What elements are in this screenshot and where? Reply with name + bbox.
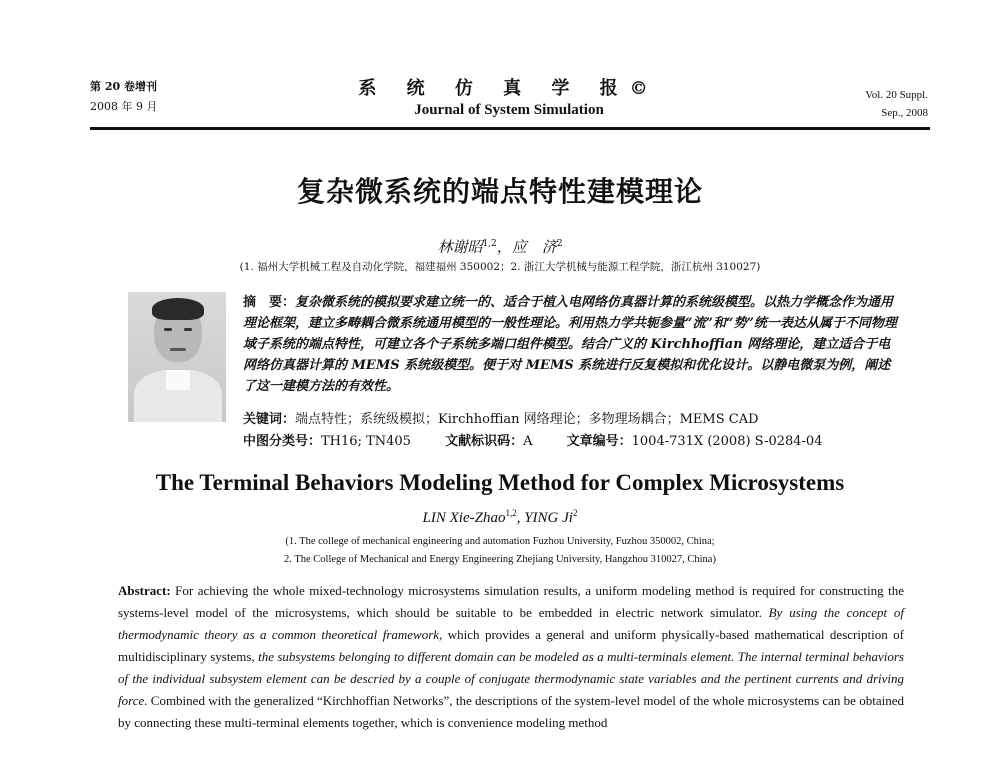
cn-keywords-text: 端点特性；系统级模拟；Kirchhoffian 网络理论；多物理场耦合；MEMS CAD (295, 412, 759, 427)
en-abstract (118, 580, 904, 734)
en-authors (0, 508, 1000, 527)
author-photo (128, 292, 226, 422)
en-affiliation-2: 2. The College of Mechanical and Energy Engineering Zhejiang University, Hangzhou 310027, China) (284, 554, 716, 565)
doc-value: A (523, 434, 533, 449)
en-abstract-p3: Combined with the generalized “Kirchhoffian Networks”, the descriptions of the system-level model of the whole microsystems can be obtained by connecting these multi-terminal elements together, which is convenience modeling method (118, 693, 904, 730)
cn-classification (243, 432, 903, 452)
date-cn: 2008 年 9 月 (90, 100, 158, 113)
en-author-1: LIN Xie-Zhao (422, 510, 506, 526)
volume-en: Vol. 20 Suppl. (865, 89, 928, 101)
journal-name-cn: 系 统 仿 真 学 报© (358, 78, 660, 99)
cn-keywords (243, 410, 903, 430)
cn-abstract (243, 292, 903, 397)
date-en: Sep., 2008 (881, 107, 928, 119)
doc-label: 文献标识码： (445, 434, 524, 449)
journal-header (90, 78, 928, 130)
en-abstract-i1: By using the concept of thermodynamic theory as a common theoretical framework, (118, 605, 904, 642)
cn-title: 复杂微系统的端点特性建模理论 (296, 175, 703, 208)
cn-abstract-label: 摘 要： (243, 295, 296, 310)
en-title: The Terminal Behaviors Modeling Method for Complex Microsystems (155, 470, 845, 495)
cn-keywords-label: 关键词： (243, 412, 296, 427)
en-author-2-sup: 2 (572, 508, 578, 518)
header-right (865, 86, 928, 122)
cn-author-sep: ， (496, 238, 512, 256)
cn-abstract-text: 复杂微系统的模拟要求建立统一的、适合于植入电网络仿真器计算的系统级模型。以热力学概念作为通用理论框架，建立多畴耦合微系统通用模型的一般性理论。利用热力学共轭参量“流”和“势”统一表达从属于不同物理域子系统的端点特性，可建立各个子系统多端口组件模型。结合广义的 Kirchhoffian 网络理论，建立适合于电网络仿真器计算的 MEMS 系统级模型。便于对 MEMS 系统进行反复模拟和优化设计。以静电微泵为例，阐述了这一建模方法的有效性。 (243, 295, 897, 394)
en-abstract-p1: For achieving the whole mixed-technology microsystems simulation results, a uniform modeling method is required for constructing the systems-level model of the microsystems, which should be suitable to be embedded in electric network simulator. (118, 583, 904, 620)
cn-authors (0, 236, 1000, 257)
cn-affiliation: (1. 福州大学机械工程及自动化学院，福建福州 350002；2. 浙江大学机械与能源工程学院，浙江杭州 310027) (239, 261, 761, 273)
en-abstract-i2: the subsystems belonging to different domain can be modeled as a multi-terminals element. The internal terminal behaviors of the individual subsystem element can be descried by a couple of conjugate thermodynamic state variables and the pertinent currents and driving force. (118, 649, 904, 708)
article-value: 1004-731X (2008) S-0284-04 (631, 434, 823, 449)
journal-name-en: Journal of System Simulation (414, 102, 604, 118)
clc-value: TH16; TN405 (321, 434, 411, 449)
cn-author-1-sup: 1,2 (482, 239, 497, 249)
article-label: 文章编号： (566, 434, 632, 449)
clc-label: 中图分类号： (243, 434, 322, 449)
en-author-1-sup: 1,2 (505, 508, 517, 518)
en-abstract-p2: which provides a general and uniform physically-based mathematical description of multidisciplinary systems, (118, 627, 904, 664)
en-abstract-label: Abstract: (118, 583, 171, 598)
en-affiliation-1: (1. The college of mechanical engineering and automation Fuzhou University, Fuzhou 350002, China; (285, 536, 715, 547)
en-author-2: YING Ji (524, 510, 573, 526)
header-center (90, 74, 928, 119)
cn-author-1: 林谢昭 (437, 238, 483, 256)
volume-cn: 第 20 卷增刊 (90, 80, 157, 93)
cn-author-2: 应 济 (511, 238, 557, 256)
en-author-sep: , (516, 510, 525, 526)
header-rule (90, 127, 930, 130)
cn-author-2-sup: 2 (556, 239, 563, 249)
